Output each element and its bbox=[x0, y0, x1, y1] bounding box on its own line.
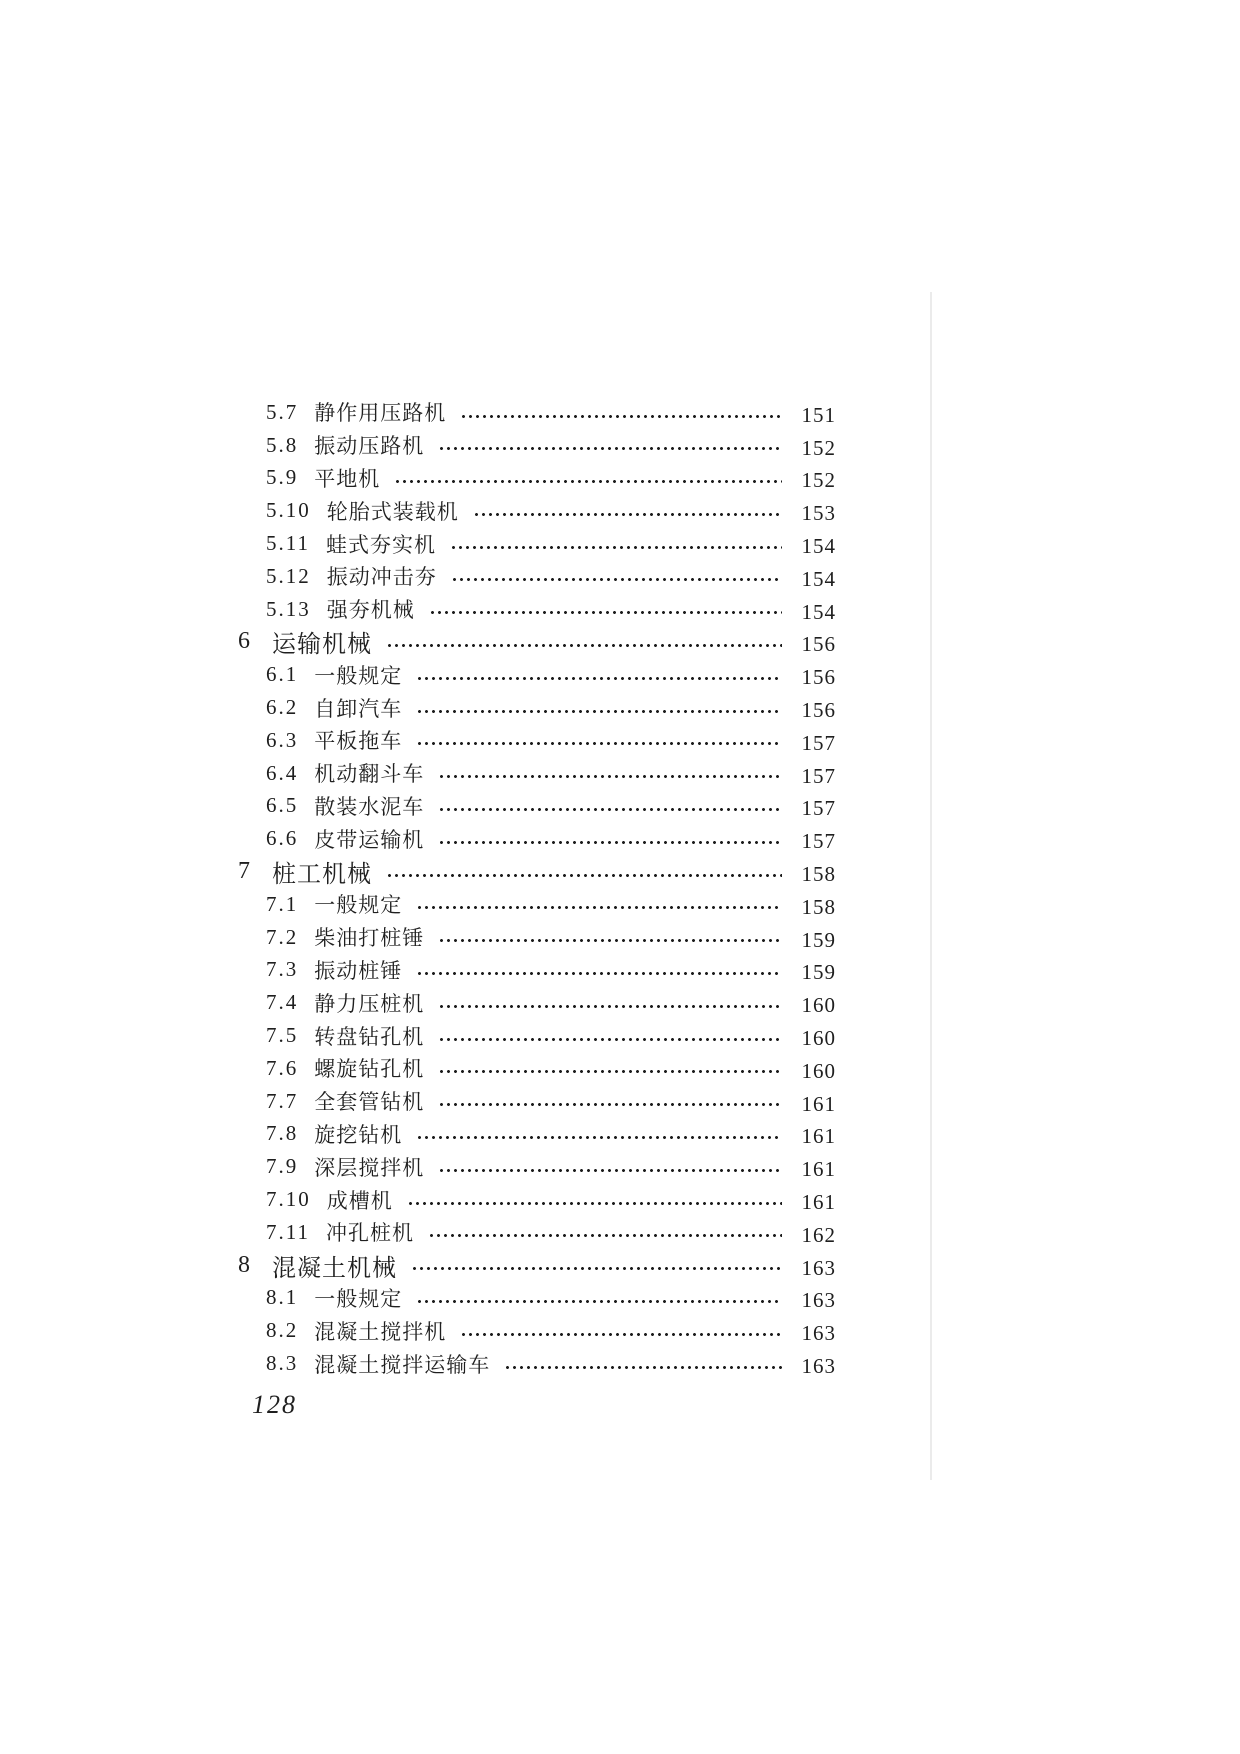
toc-entry-number: 5.12 bbox=[266, 563, 311, 588]
toc-entry-title: 蛙式夯实机 bbox=[325, 532, 436, 557]
toc-entry-number: 5.9 bbox=[266, 465, 299, 490]
dot-leader bbox=[438, 757, 782, 790]
toc-entry-number: 6.2 bbox=[266, 695, 299, 720]
dot-leader bbox=[394, 462, 782, 495]
toc-entry-number: 7.2 bbox=[266, 924, 299, 949]
toc-entry-title: 平地机 bbox=[314, 466, 381, 491]
toc-entry-number: 7.6 bbox=[266, 1055, 299, 1080]
toc-entry-page: 163 bbox=[801, 1321, 836, 1346]
toc-entry-title: 静力压桩机 bbox=[314, 991, 425, 1016]
toc-entry-title: 混凝土机械 bbox=[272, 1255, 397, 1282]
toc-entry-title: 混凝土搅拌运输车 bbox=[314, 1352, 491, 1377]
toc-entry bbox=[238, 1085, 836, 1118]
toc-entry bbox=[238, 954, 836, 987]
toc-entry-title: 振动冲击夯 bbox=[326, 565, 437, 590]
toc-entry-page: 161 bbox=[801, 1190, 836, 1215]
dot-leader bbox=[416, 658, 782, 691]
toc-entry-page: 163 bbox=[801, 1255, 836, 1280]
toc-entry-page: 154 bbox=[801, 566, 836, 591]
toc-entry-title: 一般规定 bbox=[314, 663, 403, 688]
dot-leader bbox=[438, 1150, 782, 1183]
toc-entry-title: 混凝土搅拌机 bbox=[314, 1319, 447, 1344]
toc-entry-page: 163 bbox=[801, 1288, 836, 1313]
dot-leader bbox=[407, 1183, 782, 1216]
toc-entry bbox=[238, 1118, 836, 1151]
toc-entry-number: 5.11 bbox=[266, 531, 310, 556]
dot-leader bbox=[460, 396, 782, 429]
toc-entry-page: 161 bbox=[801, 1157, 836, 1182]
toc-entry bbox=[238, 593, 836, 626]
toc-entry-title: 深层搅拌机 bbox=[314, 1155, 425, 1180]
toc-entry-page: 151 bbox=[801, 402, 836, 427]
toc-entry-page: 159 bbox=[801, 960, 836, 985]
toc-entry-title: 平板拖车 bbox=[314, 729, 403, 754]
toc-entry-page: 160 bbox=[801, 1026, 836, 1051]
toc-entry bbox=[238, 462, 836, 495]
toc-entry bbox=[238, 724, 836, 757]
toc-entry bbox=[238, 822, 836, 855]
toc-entry-page: 163 bbox=[801, 1354, 836, 1378]
dot-leader bbox=[416, 724, 782, 757]
toc-entry-page: 161 bbox=[801, 1124, 836, 1149]
toc-entry-page: 158 bbox=[801, 862, 836, 887]
toc-entry-page: 157 bbox=[801, 796, 836, 821]
dot-leader bbox=[416, 691, 782, 724]
toc-entry-number: 5.10 bbox=[266, 498, 311, 523]
toc-entry-number: 8.3 bbox=[266, 1351, 299, 1375]
toc-entry-title: 自卸汽车 bbox=[314, 696, 403, 721]
dot-leader bbox=[416, 1118, 782, 1151]
scan-artifact-line bbox=[930, 292, 932, 1480]
dot-leader bbox=[428, 1216, 782, 1249]
toc-entry bbox=[238, 494, 836, 527]
toc-entry bbox=[238, 396, 836, 429]
dot-leader bbox=[438, 822, 782, 855]
toc-entry-number: 6 bbox=[238, 628, 252, 655]
toc-entry-number: 7.10 bbox=[266, 1187, 311, 1212]
dot-leader bbox=[473, 494, 782, 527]
toc-entry-title: 转盘钻孔机 bbox=[314, 1024, 425, 1049]
toc-entry-number: 7 bbox=[238, 858, 252, 885]
toc-entry-title: 旋挖钻机 bbox=[314, 1122, 403, 1147]
toc-entry-title: 螺旋钻孔机 bbox=[314, 1057, 425, 1082]
dot-leader bbox=[411, 1249, 782, 1282]
toc-entry-page: 160 bbox=[801, 1058, 836, 1083]
toc-entry-title: 振动桩锤 bbox=[314, 958, 403, 983]
toc-entry-title: 振动压路机 bbox=[314, 434, 425, 459]
toc-entry bbox=[238, 527, 836, 560]
toc-entry bbox=[238, 1249, 836, 1282]
toc-entry-page: 152 bbox=[801, 435, 836, 460]
toc-entry bbox=[238, 986, 836, 1019]
toc-entry-title: 运输机械 bbox=[272, 632, 372, 659]
dot-leader bbox=[386, 855, 782, 888]
dot-leader bbox=[438, 986, 782, 1019]
toc-entry-number: 7.9 bbox=[266, 1154, 299, 1179]
toc-entry-title: 桩工机械 bbox=[272, 862, 372, 889]
toc-entry-title: 全套管钻机 bbox=[314, 1090, 425, 1115]
toc-entry-page: 162 bbox=[801, 1222, 836, 1247]
toc-entry bbox=[238, 1216, 836, 1249]
toc-entry-title: 冲孔桩机 bbox=[325, 1221, 414, 1246]
toc-entry bbox=[238, 1183, 836, 1216]
toc-entry bbox=[238, 658, 836, 691]
toc-entry bbox=[238, 855, 836, 888]
toc-entry bbox=[238, 1052, 836, 1085]
toc-entry-page: 154 bbox=[801, 534, 836, 559]
toc-entry-number: 7.11 bbox=[266, 1219, 310, 1244]
dot-leader bbox=[416, 1282, 782, 1315]
toc-entry-number: 7.8 bbox=[266, 1121, 299, 1146]
toc-entry-page: 159 bbox=[801, 927, 836, 952]
toc-entry-number: 5.13 bbox=[266, 596, 311, 621]
dot-leader bbox=[504, 1347, 782, 1380]
toc-entry bbox=[238, 790, 836, 823]
toc-entry-number: 6.5 bbox=[266, 793, 299, 818]
toc-entry-page: 154 bbox=[801, 599, 836, 624]
dot-leader bbox=[429, 593, 782, 626]
toc-entry bbox=[238, 560, 836, 593]
toc-entry-number: 8 bbox=[238, 1251, 252, 1278]
toc-entry-number: 6.1 bbox=[266, 662, 299, 687]
toc-entry-title: 皮带运输机 bbox=[314, 827, 425, 852]
toc-entry-page: 156 bbox=[801, 665, 836, 690]
toc-entry bbox=[238, 921, 836, 954]
toc-entry-page: 157 bbox=[801, 829, 836, 854]
toc-entry bbox=[238, 626, 836, 659]
dot-leader bbox=[438, 790, 782, 823]
dot-leader bbox=[438, 1019, 782, 1052]
toc-entry-number: 6.6 bbox=[266, 826, 299, 851]
toc-entry-title: 柴油打桩锤 bbox=[314, 926, 425, 951]
dot-leader bbox=[460, 1314, 782, 1347]
toc-entry bbox=[238, 1019, 836, 1052]
toc-entry-title: 一般规定 bbox=[314, 893, 403, 918]
toc-entry bbox=[238, 888, 836, 921]
dot-leader bbox=[451, 560, 782, 593]
dot-leader bbox=[438, 429, 782, 462]
toc-entry bbox=[238, 757, 836, 790]
dot-leader bbox=[450, 527, 782, 560]
toc-entry-page: 161 bbox=[801, 1091, 836, 1116]
dot-leader bbox=[438, 921, 782, 954]
toc-entry-number: 7.1 bbox=[266, 891, 299, 916]
toc-entry-title: 强夯机械 bbox=[326, 598, 415, 623]
toc-entry-number: 8.2 bbox=[266, 1318, 299, 1343]
dot-leader bbox=[438, 1085, 782, 1118]
toc-entry bbox=[238, 429, 836, 462]
toc-entry-number: 8.1 bbox=[266, 1285, 299, 1310]
toc-entry-page: 156 bbox=[801, 632, 836, 657]
toc-entry-page: 158 bbox=[801, 894, 836, 919]
toc-entry-number: 7.5 bbox=[266, 1023, 299, 1048]
toc-entry-title: 机动翻斗车 bbox=[314, 762, 425, 787]
toc-entry-page: 160 bbox=[801, 993, 836, 1018]
toc-entry-page: 157 bbox=[801, 763, 836, 788]
toc-entry bbox=[238, 1347, 836, 1380]
toc-entry-title: 静作用压路机 bbox=[314, 401, 447, 426]
footer-page-number: 128 bbox=[252, 1390, 297, 1419]
dot-leader bbox=[416, 954, 782, 987]
dot-leader bbox=[438, 1052, 782, 1085]
toc-entry-page: 156 bbox=[801, 698, 836, 723]
toc-entry-number: 5.8 bbox=[266, 432, 299, 457]
toc-entry-number: 6.3 bbox=[266, 727, 299, 752]
toc-entry-title: 成槽机 bbox=[326, 1188, 393, 1213]
toc-entry bbox=[238, 691, 836, 724]
toc-entry-page: 157 bbox=[801, 730, 836, 755]
toc-entry-page: 152 bbox=[801, 468, 836, 493]
dot-leader bbox=[416, 888, 782, 921]
toc-entry-number: 7.7 bbox=[266, 1088, 299, 1113]
table-of-contents bbox=[238, 396, 836, 1380]
toc-entry-title: 散装水泥车 bbox=[314, 794, 425, 819]
toc-entry-number: 7.3 bbox=[266, 957, 299, 982]
dot-leader bbox=[386, 626, 782, 659]
toc-entry bbox=[238, 1282, 836, 1315]
toc-entry bbox=[238, 1150, 836, 1183]
toc-entry-number: 5.7 bbox=[266, 399, 299, 424]
toc-entry-page: 153 bbox=[801, 501, 836, 526]
toc-entry-number: 6.4 bbox=[266, 760, 299, 785]
toc-entry-title: 轮胎式装载机 bbox=[326, 499, 459, 524]
toc-entry-number: 7.4 bbox=[266, 990, 299, 1015]
toc-entry-title: 一般规定 bbox=[314, 1286, 403, 1311]
toc-entry bbox=[238, 1314, 836, 1347]
